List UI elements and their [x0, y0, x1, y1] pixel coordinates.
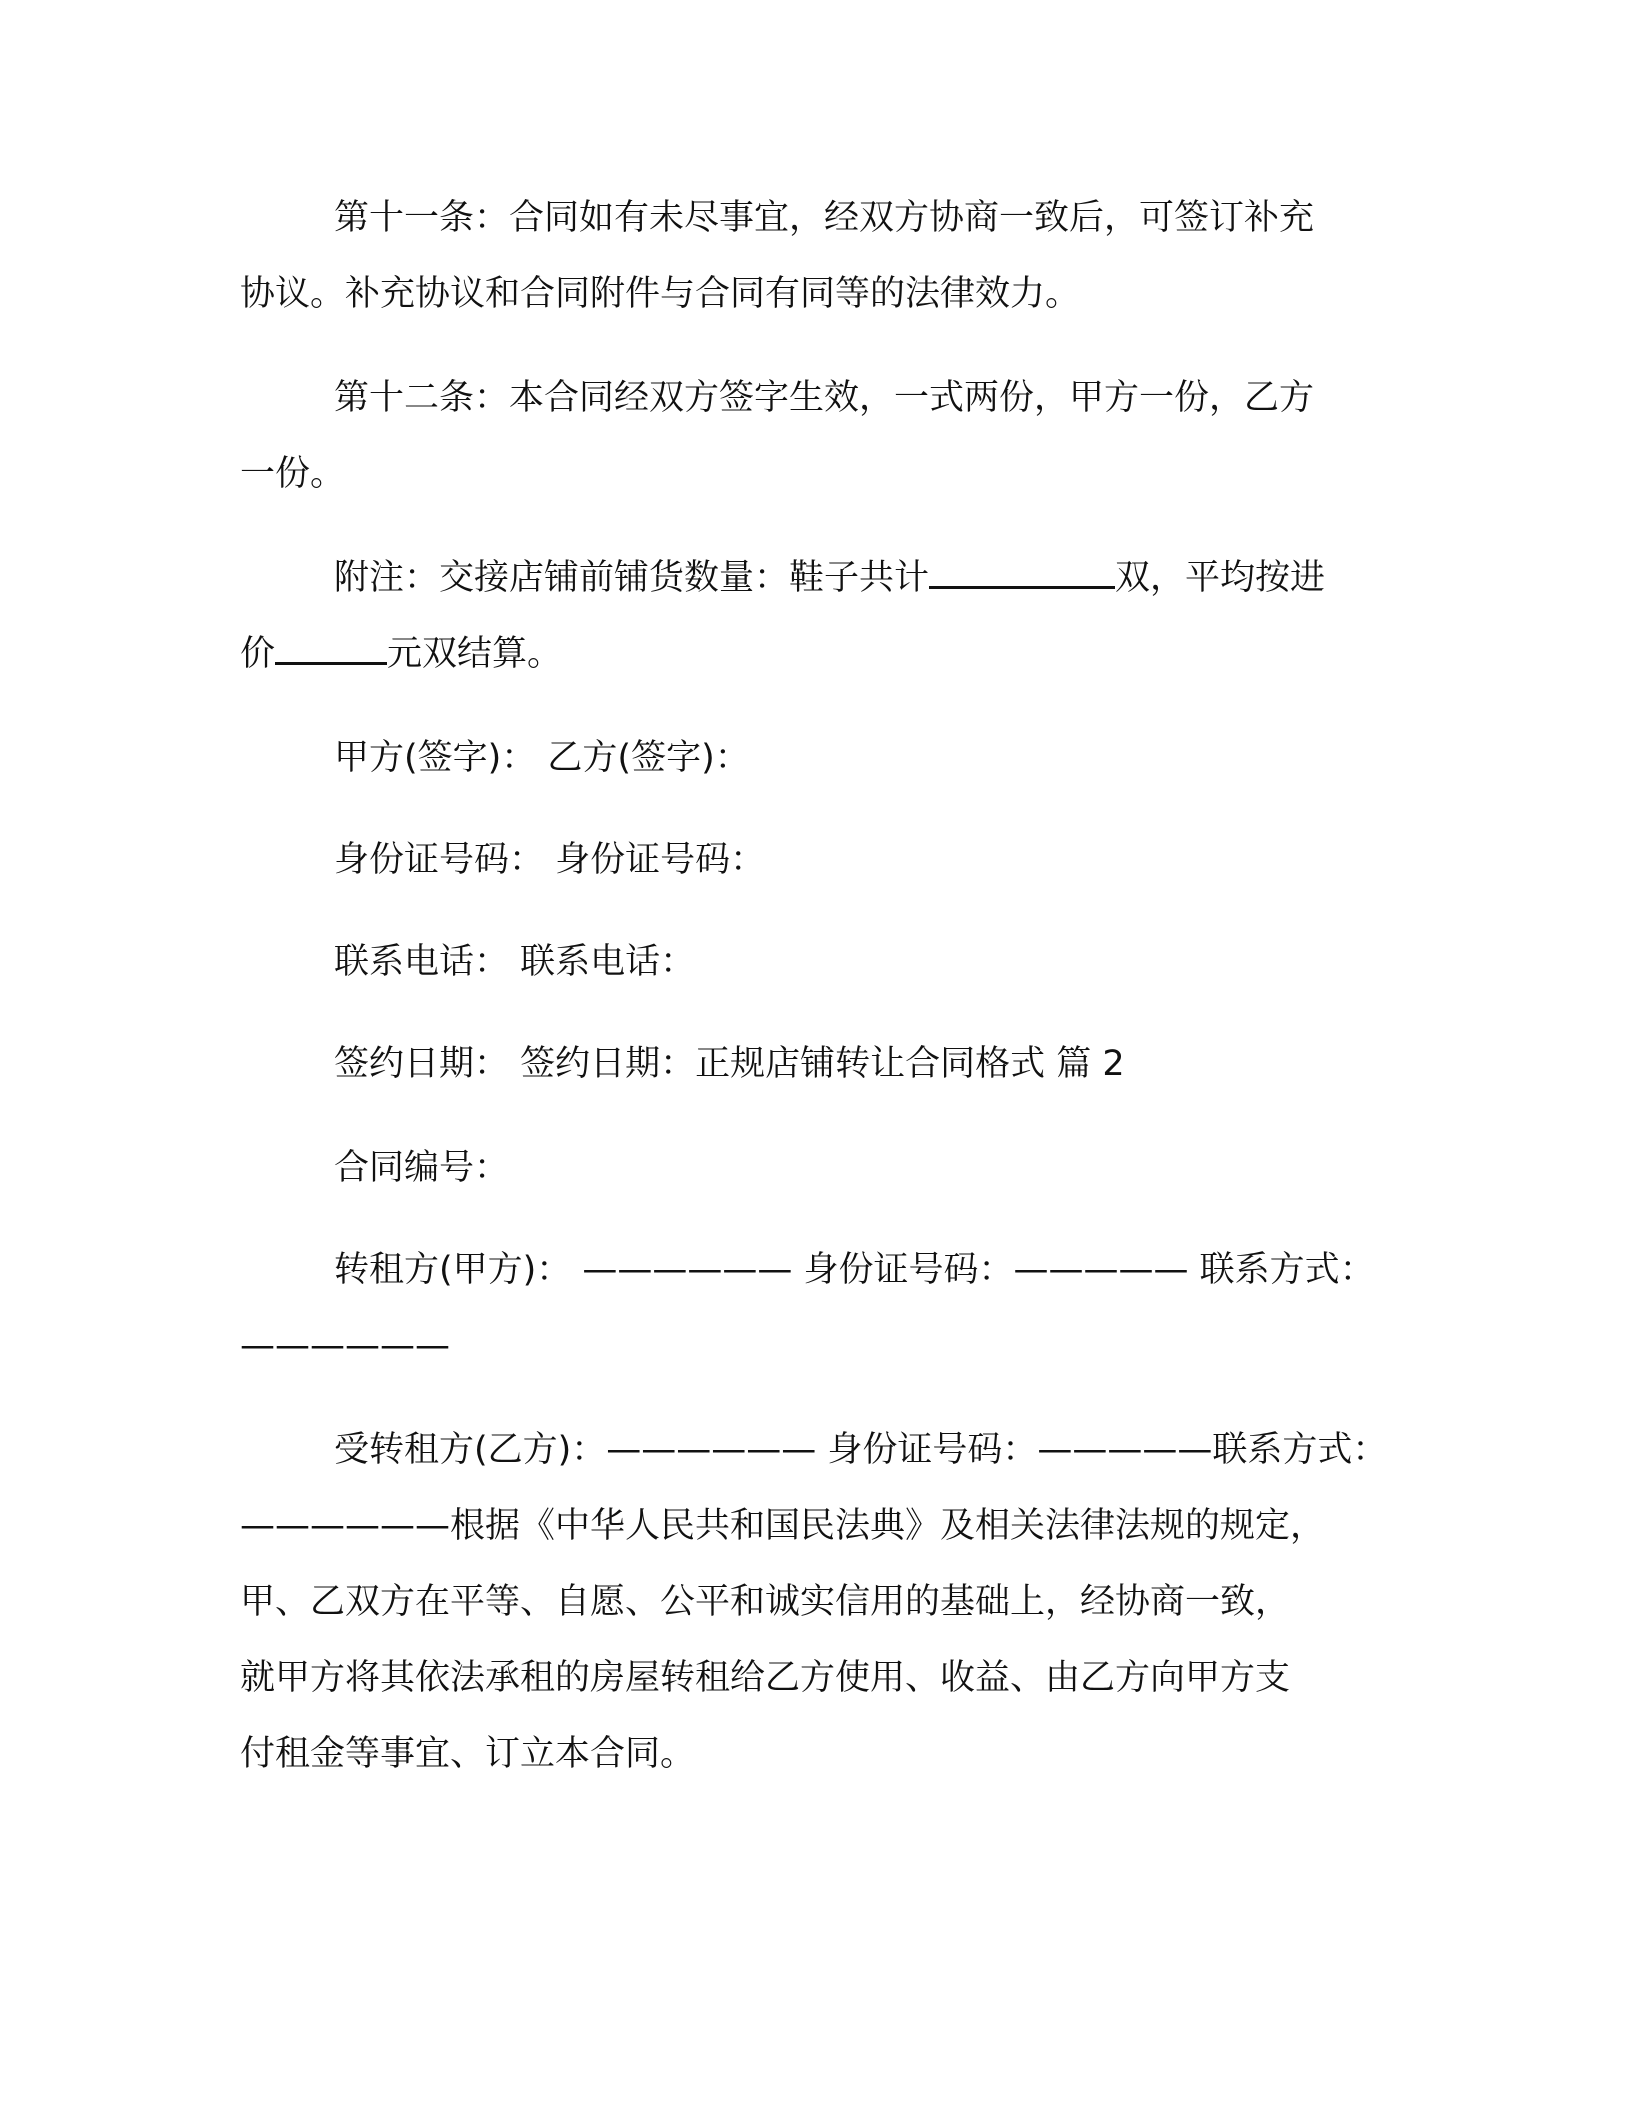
article-11-line-1: 第十一条：合同如有未尽事宜，经双方协商一致后，可签订补充: [334, 198, 1315, 238]
note-line-2: [240, 632, 562, 676]
party-a-line-1: 转租方(甲方)： —————— 身份证号码：————— 联系方式：: [334, 1250, 1375, 1290]
note-text-d: 元双结算。: [387, 634, 563, 674]
phone-line: 联系电话： 联系电话：: [334, 942, 696, 982]
party-b-line-1: 受转租方(乙方)：—————— 身份证号码：—————联系方式：: [334, 1430, 1388, 1470]
article-12-line-2: 一份。: [240, 454, 346, 494]
party-b-line-3: 甲、乙双方在平等、自愿、公平和诚实信用的基础上，经协商一致，: [240, 1582, 1291, 1622]
article-11-line-2: 协议。补充协议和合同附件与合同有同等的法律效力。: [240, 274, 1081, 314]
contract-number-line: 合同编号：: [334, 1148, 510, 1188]
shoe-count-blank: [929, 556, 1115, 589]
sign-date-line: 签约日期： 签约日期：正规店铺转让合同格式 篇 2: [334, 1044, 1125, 1084]
party-b-line-4: 就甲方将其依法承租的房屋转租给乙方使用、收益、由乙方向甲方支: [240, 1658, 1291, 1698]
id-number-line: 身份证号码： 身份证号码：: [334, 840, 766, 880]
price-blank: [275, 632, 387, 665]
party-b-line-2: ——————根据《中华人民共和国民法典》及相关法律法规的规定，: [240, 1506, 1326, 1546]
signature-line: 甲方(签字)： 乙方(签字)：: [334, 738, 750, 778]
note-text-b: 双，平均按进: [1115, 558, 1326, 598]
party-a-line-2: ——————: [240, 1326, 450, 1366]
note-text-a: 附注：交接店铺前铺货数量：鞋子共计: [334, 558, 930, 598]
article-12-line-1: 第十二条：本合同经双方签字生效，一式两份，甲方一份，乙方: [334, 378, 1315, 418]
note-text-c: 价: [240, 634, 276, 674]
party-b-line-5: 付租金等事宜、订立本合同。: [240, 1734, 696, 1774]
note-line-1: [334, 556, 1325, 600]
